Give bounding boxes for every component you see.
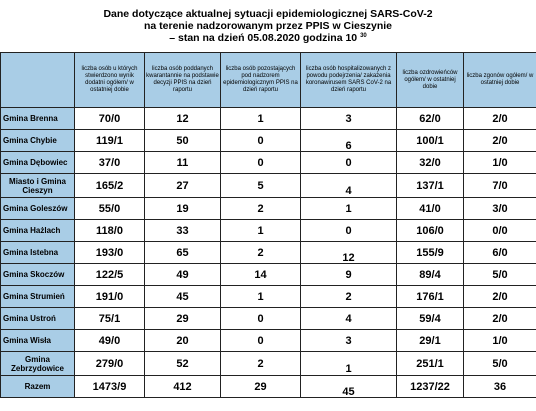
- cell-hospitalized: 1: [301, 198, 397, 220]
- title-line-3: – stan na dzień 05.08.2020 godzina 10 $^{30}$: [169, 32, 367, 44]
- header-cell-deaths: liczba zgonów ogółem/ w ostatniej dobie: [464, 53, 536, 108]
- cell-deaths: 5/0: [464, 352, 536, 376]
- cell-hospitalized: 4: [301, 308, 397, 330]
- header-cell-quarantine: liczba osób poddanych kwarantannie na podstawie decyzji PPIS na dzień raportu: [145, 53, 221, 108]
- cell-hospitalized: [301, 130, 397, 152]
- header-cell-hospitalized: liczba osób hospitalizowanych z powodu podejrzenia/ zakażenia koronawirusem SARS CoV-2 na dzień raportu: [301, 53, 397, 108]
- table-total-row: [1, 376, 536, 398]
- cell-hospitalized: 2: [301, 286, 397, 308]
- cell-positive: 55/0: [75, 198, 145, 220]
- cell-deaths: 2/0: [464, 108, 536, 130]
- cell-quarantine: 52: [145, 352, 221, 376]
- cell-deaths: 1/0: [464, 152, 536, 174]
- cell-value: 1: [345, 362, 352, 375]
- cell-deaths: 2/0: [464, 308, 536, 330]
- cell-recovered: 89/4: [397, 264, 464, 286]
- cell-quarantine: 49: [145, 264, 221, 286]
- cell-positive: 49/0: [75, 330, 145, 352]
- cell-deaths: 1/0: [464, 330, 536, 352]
- table-row: [1, 330, 536, 352]
- cell-supervision: 29: [221, 376, 301, 398]
- cell-recovered: 32/0: [397, 152, 464, 174]
- row-name: Gmina Goleszów: [1, 198, 75, 220]
- cell-quarantine: 65: [145, 242, 221, 264]
- table-row: [1, 242, 536, 264]
- cell-supervision: 5: [221, 174, 301, 198]
- epidemic-data-table: [0, 52, 536, 398]
- cell-recovered: 251/1: [397, 352, 464, 376]
- title-line-1: Dane dotyczące aktualnej sytuacji epidemiologicznej SARS-CoV-2: [103, 8, 433, 20]
- cell-recovered: 29/1: [397, 330, 464, 352]
- cell-positive: 119/1: [75, 130, 145, 152]
- cell-deaths: 6/0: [464, 242, 536, 264]
- cell-quarantine: 20: [145, 330, 221, 352]
- cell-positive: 279/0: [75, 352, 145, 376]
- cell-recovered: 59/4: [397, 308, 464, 330]
- cell-positive: 1473/9: [75, 376, 145, 398]
- cell-supervision: 2: [221, 242, 301, 264]
- cell-quarantine: 11: [145, 152, 221, 174]
- cell-positive: 37/0: [75, 152, 145, 174]
- row-name: Gmina Ustroń: [1, 308, 75, 330]
- cell-quarantine: 19: [145, 198, 221, 220]
- cell-quarantine: 33: [145, 220, 221, 242]
- cell-deaths: 2/0: [464, 130, 536, 152]
- cell-recovered: 137/1: [397, 174, 464, 198]
- cell-positive: 165/2: [75, 174, 145, 198]
- cell-supervision: 0: [221, 330, 301, 352]
- cell-hospitalized: [301, 242, 397, 264]
- cell-deaths: 7/0: [464, 174, 536, 198]
- cell-supervision: 0: [221, 152, 301, 174]
- cell-value: 4: [345, 184, 352, 197]
- header-cell-name: [1, 53, 75, 108]
- cell-hospitalized: 0: [301, 152, 397, 174]
- cell-positive: 191/0: [75, 286, 145, 308]
- cell-value: 6: [345, 139, 352, 152]
- row-name: Gmina Dębowiec: [1, 152, 75, 174]
- table-row: [1, 286, 536, 308]
- report-title: [0, 8, 536, 44]
- table-row: [1, 108, 536, 130]
- cell-hospitalized: [301, 174, 397, 198]
- row-name: Miasto i Gmina Cieszyn: [1, 174, 75, 198]
- cell-deaths: 2/0: [464, 286, 536, 308]
- cell-quarantine: 12: [145, 108, 221, 130]
- cell-recovered: 106/0: [397, 220, 464, 242]
- table-row: [1, 220, 536, 242]
- cell-hospitalized: [301, 376, 397, 398]
- cell-positive: 118/0: [75, 220, 145, 242]
- table-row: [1, 152, 536, 174]
- cell-deaths: 36: [464, 376, 536, 398]
- table-row: [1, 352, 536, 376]
- header-cell-recovered: liczba ozdrowieńców ogółem/ w ostatniej dobie: [397, 53, 464, 108]
- table-row: [1, 308, 536, 330]
- cell-deaths: 3/0: [464, 198, 536, 220]
- row-name: Gmina Brenna: [1, 108, 75, 130]
- cell-supervision: 0: [221, 308, 301, 330]
- table-header-row: [1, 53, 536, 108]
- cell-supervision: 0: [221, 130, 301, 152]
- table-row: [1, 264, 536, 286]
- cell-positive: 122/5: [75, 264, 145, 286]
- row-name: Gmina Wisła: [1, 330, 75, 352]
- cell-positive: 193/0: [75, 242, 145, 264]
- cell-recovered: 41/0: [397, 198, 464, 220]
- row-name: Razem: [1, 376, 75, 398]
- cell-quarantine: 412: [145, 376, 221, 398]
- cell-deaths: 5/0: [464, 264, 536, 286]
- cell-recovered: 176/1: [397, 286, 464, 308]
- cell-supervision: 2: [221, 198, 301, 220]
- cell-quarantine: 27: [145, 174, 221, 198]
- cell-supervision: 1: [221, 108, 301, 130]
- cell-quarantine: 50: [145, 130, 221, 152]
- title-line-2: na terenie nadzorowanym przez PPIS w Cieszynie: [144, 20, 392, 32]
- row-name: Gmina Skoczów: [1, 264, 75, 286]
- table-row: [1, 130, 536, 152]
- cell-supervision: 1: [221, 286, 301, 308]
- cell-hospitalized: 9: [301, 264, 397, 286]
- table-row: [1, 198, 536, 220]
- cell-quarantine: 29: [145, 308, 221, 330]
- cell-hospitalized: 0: [301, 220, 397, 242]
- cell-positive: 75/1: [75, 308, 145, 330]
- cell-supervision: 1: [221, 220, 301, 242]
- cell-recovered: 62/0: [397, 108, 464, 130]
- cell-value: 45: [342, 385, 355, 398]
- cell-recovered: 155/9: [397, 242, 464, 264]
- cell-hospitalized: 3: [301, 108, 397, 130]
- cell-hospitalized: 3: [301, 330, 397, 352]
- cell-value: 12: [342, 251, 355, 264]
- row-name: Gmina Hażlach: [1, 220, 75, 242]
- row-name: Gmina Zebrzydowice: [1, 352, 75, 376]
- cell-hospitalized: [301, 352, 397, 376]
- cell-supervision: 14: [221, 264, 301, 286]
- cell-quarantine: 45: [145, 286, 221, 308]
- row-name: Gmina Strumień: [1, 286, 75, 308]
- header-cell-positive: liczba osób u których stwierdzono wynik dodatni ogółem/ w ostatniej dobie: [75, 53, 145, 108]
- row-name: Gmina Chybie: [1, 130, 75, 152]
- header-cell-supervision: liczba osób pozostających pod nadzorem epidemiologicznym PPIS na dzień raportu: [221, 53, 301, 108]
- row-name: Gmina Istebna: [1, 242, 75, 264]
- cell-deaths: 0/0: [464, 220, 536, 242]
- cell-supervision: 2: [221, 352, 301, 376]
- cell-recovered: 100/1: [397, 130, 464, 152]
- cell-positive: 70/0: [75, 108, 145, 130]
- cell-recovered: 1237/22: [397, 376, 464, 398]
- table-row: [1, 174, 536, 198]
